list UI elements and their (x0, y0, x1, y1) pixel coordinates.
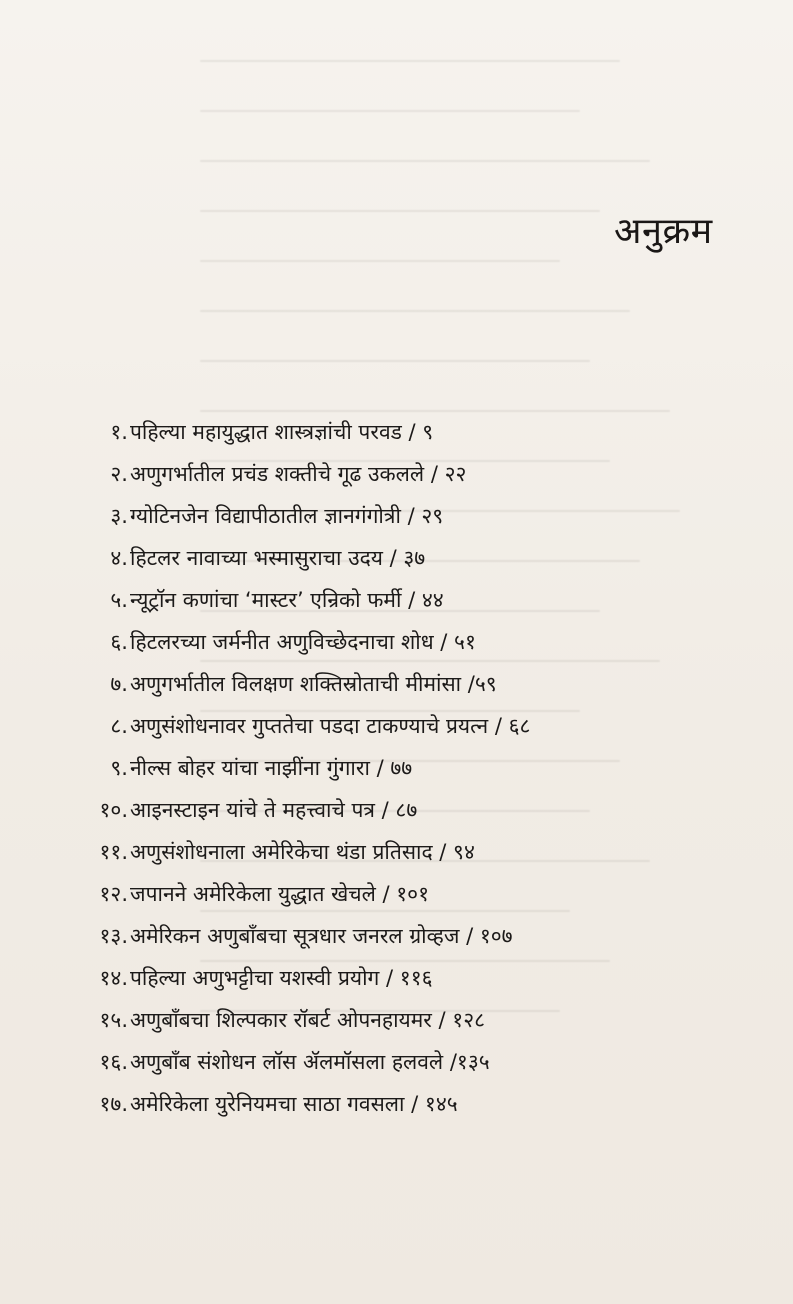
page-title: अनुक्रम (614, 211, 713, 252)
entry-title: अणुगर्भातील प्रचंड शक्तीचे गूढ उकलले / २२ (130, 462, 467, 486)
entry-title: अमेरिकन अणुबाँबचा सूत्रधार जनरल ग्रोव्हज / १०७ (130, 924, 513, 948)
contents-entry (76, 748, 726, 788)
entry-number: २. (110, 462, 128, 486)
contents-entry (76, 412, 726, 452)
contents-entry (76, 832, 726, 872)
entry-title: हिटलर नावाच्या भस्मासुराचा उदय / ३७ (130, 546, 426, 570)
entry-number: ४. (110, 546, 128, 570)
contents-entry (76, 916, 726, 956)
entry-number: ५. (110, 588, 128, 612)
entry-title: अणुबाँब संशोधन लॉस ॲलमॉसला हलवले /१३५ (130, 1050, 490, 1074)
entry-title: आइनस्टाइन यांचे ते महत्त्वाचे पत्र / ८७ (130, 798, 418, 822)
contents-entry (76, 1000, 726, 1040)
entry-number: १६. (99, 1050, 128, 1074)
entry-number: ८. (110, 714, 128, 738)
entry-number: ३. (110, 504, 128, 528)
contents-entry (76, 1084, 726, 1124)
entry-number: १२. (99, 882, 128, 906)
entry-number: १. (110, 420, 128, 444)
contents-entry (76, 958, 726, 998)
entry-number: १०. (99, 798, 128, 822)
entry-title: अणुबाँबचा शिल्पकार रॉबर्ट ओपनहायमर / १२८ (130, 1008, 486, 1032)
contents-entry (76, 1042, 726, 1082)
contents-entry (76, 496, 726, 536)
entry-title: अमेरिकेला युरेनियमचा साठा गवसला / १४५ (130, 1092, 458, 1116)
entry-number: ७. (110, 672, 128, 696)
contents-entry (76, 706, 726, 746)
entry-title: अणुसंशोधनावर गुप्ततेचा पडदा टाकण्याचे प्रयत्न / ६८ (130, 714, 531, 738)
entry-number: ११. (99, 840, 128, 864)
contents-entry (76, 580, 726, 620)
entry-title: अणुगर्भातील विलक्षण शक्तिस्रोताची मीमांसा /५९ (130, 672, 497, 696)
contents-entry (76, 454, 726, 494)
entry-number: ९. (110, 756, 128, 780)
entry-number: १५. (99, 1008, 128, 1032)
contents-entry (76, 664, 726, 704)
entry-number: १४. (99, 966, 128, 990)
entry-number: १३. (99, 924, 128, 948)
entry-number: ६. (110, 630, 128, 654)
entry-title: नील्स बोहर यांचा नाझींना गुंगारा / ७७ (130, 756, 413, 780)
entry-title: हिटलरच्या जर्मनीत अणुविच्छेदनाचा शोध / ५१ (130, 630, 476, 654)
entry-title: अणुसंशोधनाला अमेरिकेचा थंडा प्रतिसाद / ९४ (130, 840, 475, 864)
entry-title: पहिल्या अणुभट्टीचा यशस्वी प्रयोग / ११६ (130, 966, 433, 990)
entry-number: १७. (99, 1092, 128, 1116)
entry-title: पहिल्या महायुद्धात शास्त्रज्ञांची परवड / ९ (130, 420, 434, 444)
contents-entry (76, 874, 726, 914)
entry-title: न्यूट्रॉन कणांचा ‘मास्टर’ एन्रिको फर्मी / ४४ (130, 588, 444, 612)
entry-title: ग्योटिनजेन विद्यापीठातील ज्ञानगंगोत्री / २९ (130, 504, 444, 528)
contents-entry (76, 538, 726, 578)
entry-title: जपानने अमेरिकेला युद्धात खेचले / १०१ (130, 882, 430, 906)
contents-entry (76, 790, 726, 830)
contents-entry (76, 622, 726, 662)
